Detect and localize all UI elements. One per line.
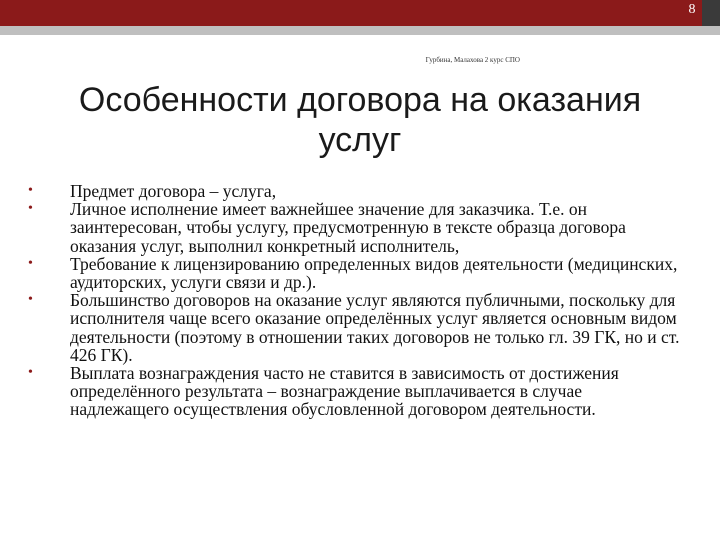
list-item-text: Личное исполнение имеет важнейшее значение для заказчика. Т.е. он заинтересован, чтобы услугу, предусмотренную в тексте образца договора оказания услуг, выполнил конкретный исполнитель, [70, 199, 626, 256]
header-band-gray [0, 26, 702, 35]
list-item [22, 364, 682, 419]
page-title: Особенности договора на оказания услуг [78, 81, 642, 159]
page-number: 8 [688, 2, 696, 17]
list-item-text: Требование к лицензированию определенных видов деятельности (медицинских, аудиторских, услуги связи и др.). [70, 253, 678, 293]
bullet-icon: • [28, 183, 33, 198]
list-item [22, 200, 682, 255]
header-band [0, 0, 702, 26]
list-item [22, 255, 682, 291]
list-item [22, 182, 682, 200]
list-item-text: Выплата вознаграждения часто не ставится в зависимость от достижения определённого результата – вознаграждение выплачивается в случае надлежащего осуществления обусловленной договором деятельности. [70, 363, 619, 420]
bullet-icon: • [28, 255, 33, 271]
bullet-icon: • [28, 365, 33, 381]
corner-block-gray [702, 26, 720, 35]
bullet-icon: • [28, 201, 33, 217]
bullet-list [22, 182, 682, 419]
corner-block [702, 0, 720, 26]
list-item-text: Большинство договоров на оказание услуг являются публичными, поскольку для исполнителя чаще всего оказание определённых услуг является основным видом деятельности (поэтому в отношении таких договоров не только гл. 39 ГК, но и ст. 426 ГК). [70, 290, 680, 365]
header-note: Гурбина, Малахова 2 курс СПО [425, 56, 520, 64]
bullet-icon: • [28, 292, 33, 308]
list-item [22, 291, 682, 364]
list-item-text: Предмет договора – услуга, [70, 181, 277, 201]
